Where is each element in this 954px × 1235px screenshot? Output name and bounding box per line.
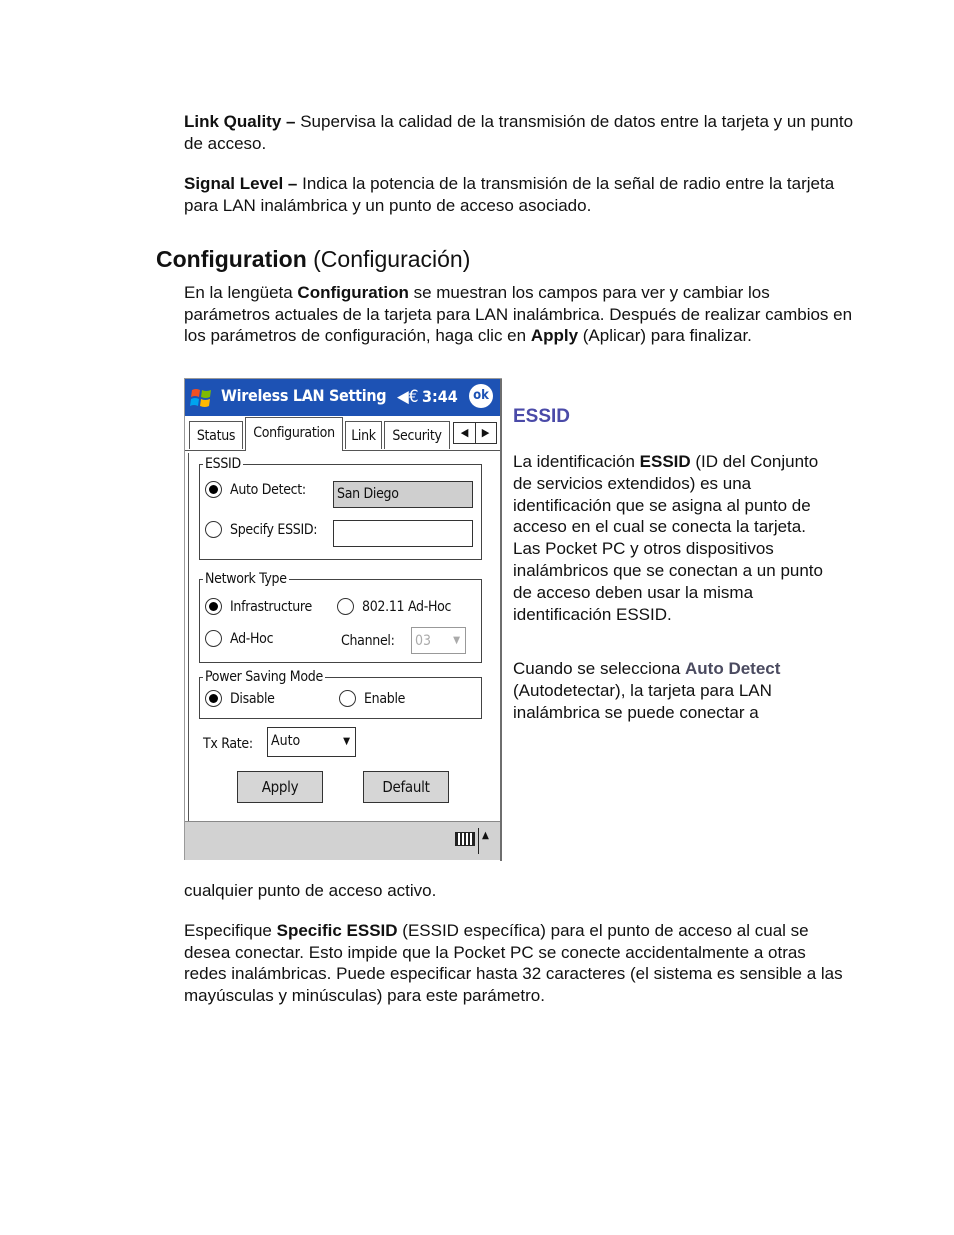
config-text-c: se muestran los campos para ver y cambiar los parámetros actuales de la tarjeta para LAN inalámbrica. Después de realizar cambios en los parámetros de configuración, haga clic en (184, 283, 853, 346)
channel-select[interactable] (411, 627, 466, 654)
device-titlebar (185, 379, 501, 416)
specify-essid-label: Specify ESSID: (230, 522, 318, 538)
auto-detect-paragraph (513, 658, 825, 723)
tx-rate-select[interactable] (267, 727, 356, 757)
tab-baseline (185, 450, 501, 451)
power-saving-group-label: Power Saving Mode (205, 669, 323, 685)
essid-heading: ESSID (513, 406, 571, 427)
link-quality-term: Link Quality – (184, 112, 296, 131)
adhoc-80211-radio[interactable] (337, 598, 354, 615)
auto-detect-text-c: (Autodetectar), la tarjeta para LAN inalámbrica se puede conectar a (513, 680, 772, 722)
essid-term: ESSID (639, 452, 691, 471)
tab-bar (185, 419, 501, 453)
network-type-group-label: Network Type (205, 571, 287, 587)
auto-detect-term: Auto Detect (685, 659, 781, 678)
channel-value: 03 (415, 633, 432, 649)
clock: 3:44 (422, 387, 458, 406)
essid-paragraph (513, 451, 825, 625)
device-menubar (185, 821, 501, 860)
device-screenshot (184, 378, 502, 860)
infrastructure-label: Infrastructure (230, 599, 312, 615)
signal-level-text: Indica la potencia de la transmisión de la señal de radio entre la tarjeta para LAN inalámbrica y un punto de acceso asociado. (184, 174, 835, 215)
chevron-down-icon: ▼ (453, 635, 460, 646)
section-heading-rest: (Configuración) (306, 246, 471, 272)
specify-essid-radio[interactable] (205, 521, 222, 538)
adhoc-80211-label: 802.11 Ad-Hoc (362, 599, 452, 615)
configuration-paragraph (184, 282, 859, 347)
apply-button[interactable]: Apply (237, 771, 323, 803)
specific-essid-term: Specific ESSID (276, 921, 398, 940)
keyboard-icon[interactable] (455, 832, 475, 846)
specific-essid-paragraph (184, 920, 844, 1007)
tab-link[interactable]: Link (345, 421, 382, 449)
disable-label: Disable (230, 691, 275, 707)
essid-text-a: La identificación (513, 452, 640, 471)
tab-scroller (453, 422, 497, 444)
configuration-panel (188, 453, 499, 821)
speaker-icon[interactable]: ◀€ (397, 387, 419, 407)
auto-detect-radio[interactable] (205, 481, 222, 498)
infrastructure-radio[interactable] (205, 598, 222, 615)
tab-status[interactable]: Status (189, 421, 243, 449)
section-heading-bold: Configuration (156, 246, 307, 272)
adhoc-radio[interactable] (205, 630, 222, 647)
essid-group-label: ESSID (205, 456, 241, 472)
essid-group (199, 456, 482, 560)
tab-configuration[interactable]: Configuration (245, 417, 343, 451)
tx-rate-label: Tx Rate: (203, 736, 253, 752)
input-panel-up-arrow-icon[interactable]: ▲ (482, 830, 489, 841)
link-quality-text: Supervisa la calidad de la transmisión de datos entre la tarjeta y un punto de acceso. (184, 112, 854, 153)
ok-button[interactable]: ok (469, 384, 493, 408)
config-text-a: En la lengüeta (184, 283, 298, 302)
specify-essid-input[interactable] (333, 520, 473, 547)
tx-rate-value: Auto (271, 733, 301, 749)
continuation-line: cualquier punto de acceso activo. (184, 881, 437, 900)
device-right-edge (500, 379, 502, 861)
channel-label: Channel: (341, 633, 395, 649)
enable-label: Enable (364, 691, 406, 707)
tab-right-arrow-icon[interactable]: ▶ (481, 426, 490, 439)
chevron-down-icon: ▼ (343, 736, 350, 747)
auto-detect-field: San Diego (333, 481, 473, 508)
device-title: Wireless LAN Setting (221, 386, 387, 405)
specific-text-a: Especifique (184, 921, 277, 940)
enable-radio[interactable] (339, 690, 356, 707)
config-text-e: (Aplicar) para finalizar. (578, 326, 752, 346)
section-heading (156, 244, 470, 274)
network-type-group (199, 571, 482, 663)
default-button[interactable]: Default (363, 771, 449, 803)
essid-text-c: (ID del Conjunto de servicios extendidos) es una identificación que se asigna al punto de acceso en el cual se conecta la tarjeta. Las Pocket PC y otros dispositivos inalámbricos que se conectan a un punto de acceso deben usar la misma identificación ESSID. (513, 452, 823, 624)
specific-text-c: (ESSID específica) para el punto de acceso al cual se desea conectar. Esto impide que la Pocket PC se conecte accidentalmente a otras redes inalámbricas. Puede especificar hasta 32 caracteres (el sistema es sensible a las mayúsculas y minúsculas) para este parámetro. (184, 921, 843, 1006)
power-saving-group (199, 669, 482, 719)
disable-radio[interactable] (205, 690, 222, 707)
adhoc-label: Ad-Hoc (230, 631, 274, 647)
start-flag-icon[interactable] (189, 385, 215, 410)
link-quality-paragraph (184, 111, 859, 154)
tab-left-arrow-icon[interactable]: ◀ (454, 423, 476, 443)
signal-level-term: Signal Level – (184, 174, 298, 193)
auto-detect-text-a: Cuando se selecciona (513, 659, 686, 678)
tab-security[interactable]: Security (384, 421, 450, 449)
auto-detect-label: Auto Detect: (230, 482, 306, 498)
menubar-separator (478, 828, 479, 854)
apply-term: Apply (530, 326, 579, 346)
config-term: Configuration (297, 283, 409, 302)
signal-level-paragraph (184, 173, 859, 216)
